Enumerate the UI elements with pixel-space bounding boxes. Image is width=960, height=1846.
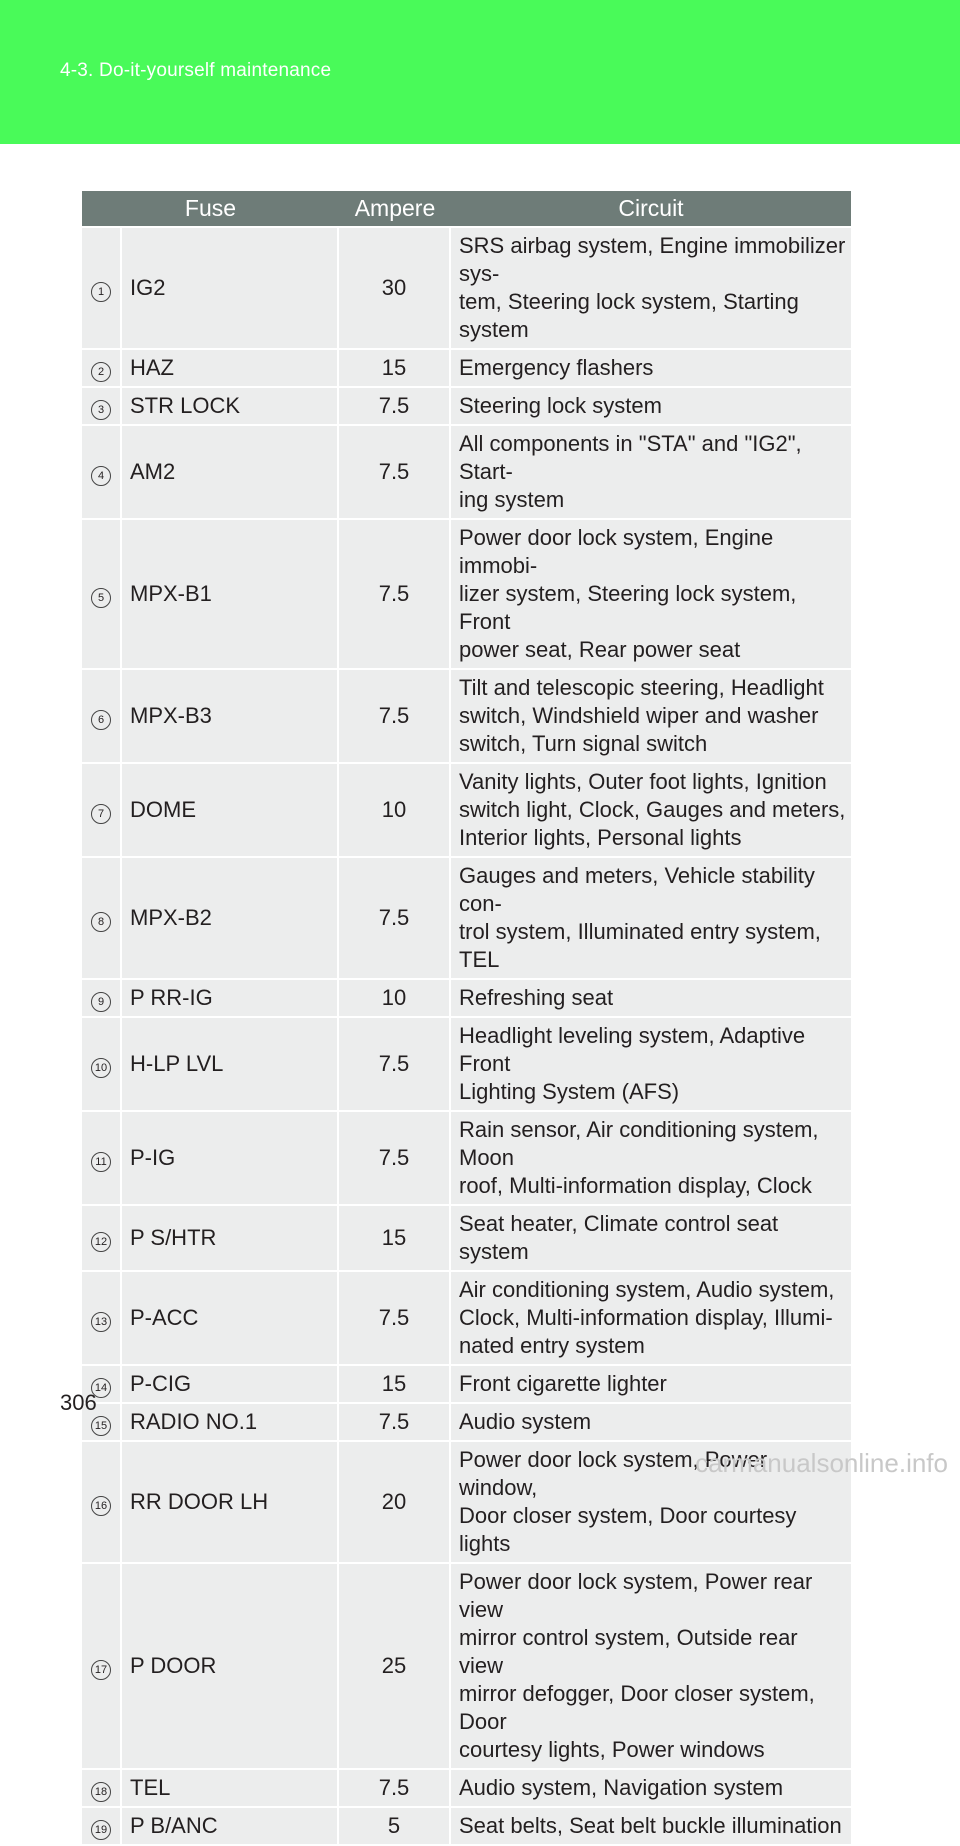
table-row — [82, 1018, 851, 1110]
ampere-cell: 5 — [339, 1808, 451, 1844]
column-header-fuse: Fuse — [82, 191, 339, 226]
section-title: 4-3. Do-it-yourself maintenance — [60, 60, 332, 81]
circled-number-icon: 3 — [91, 400, 111, 420]
circuit-cell: Seat belts, Seat belt buckle illumination — [451, 1808, 851, 1844]
row-number-cell — [82, 388, 122, 424]
circled-number-icon: 15 — [91, 1416, 111, 1436]
fuse-name-cell: MPX-B3 — [122, 670, 339, 762]
circuit-cell: Vanity lights, Outer foot lights, Ignition switch light, Clock, Gauges and meters, Interior lights, Personal lights — [451, 764, 851, 856]
row-number-cell — [82, 1206, 122, 1270]
row-number-cell — [82, 1808, 122, 1844]
table-row — [82, 1404, 851, 1440]
table-body — [82, 228, 851, 1844]
fuse-name-cell: TEL — [122, 1770, 339, 1806]
table-header-row — [82, 191, 851, 226]
table-row — [82, 1366, 851, 1402]
row-number-cell — [82, 858, 122, 978]
circuit-cell: Front cigarette lighter — [451, 1366, 851, 1402]
circled-number-icon: 18 — [91, 1782, 111, 1802]
fuse-name-cell: MPX-B2 — [122, 858, 339, 978]
fuse-name-cell: P B/ANC — [122, 1808, 339, 1844]
circuit-cell: Headlight leveling system, Adaptive Front Lighting System (AFS) — [451, 1018, 851, 1110]
watermark: carmanualsonline.info — [695, 1448, 948, 1478]
circled-number-icon: 1 — [91, 282, 111, 302]
circled-number-icon: 16 — [91, 1496, 111, 1516]
circuit-cell: Power door lock system, Power rear view mirror control system, Outside rear view mirror defogger, Door closer system, Door courtesy lights, Power windows — [451, 1564, 851, 1768]
row-number-cell — [82, 1112, 122, 1204]
fuse-name-cell: RR DOOR LH — [122, 1442, 339, 1562]
table-row — [82, 858, 851, 978]
ampere-cell: 7.5 — [339, 426, 451, 518]
table-row — [82, 520, 851, 668]
circled-number-icon: 2 — [91, 362, 111, 382]
row-number-cell — [82, 426, 122, 518]
circuit-cell: All components in "STA" and "IG2", Start- ing system — [451, 426, 851, 518]
table-row — [82, 1206, 851, 1270]
fuse-name-cell: IG2 — [122, 228, 339, 348]
circuit-cell: Audio system, Navigation system — [451, 1770, 851, 1806]
column-header-ampere: Ampere — [339, 191, 451, 226]
table-row — [82, 388, 851, 424]
row-number-cell — [82, 980, 122, 1016]
circuit-cell: Air conditioning system, Audio system, Clock, Multi-information display, Illumi- nated entry system — [451, 1272, 851, 1364]
circuit-cell: Seat heater, Climate control seat system — [451, 1206, 851, 1270]
row-number-cell — [82, 1272, 122, 1364]
ampere-cell: 30 — [339, 228, 451, 348]
fuse-name-cell: AM2 — [122, 426, 339, 518]
table-row — [82, 228, 851, 348]
row-number-cell — [82, 670, 122, 762]
row-number-cell — [82, 1018, 122, 1110]
circled-number-icon: 10 — [91, 1058, 111, 1078]
table-row — [82, 350, 851, 386]
row-number-cell — [82, 1564, 122, 1768]
ampere-cell: 7.5 — [339, 1018, 451, 1110]
ampere-cell: 10 — [339, 980, 451, 1016]
fuse-name-cell: P-IG — [122, 1112, 339, 1204]
row-number-cell — [82, 764, 122, 856]
circled-number-icon: 13 — [91, 1312, 111, 1332]
ampere-cell: 10 — [339, 764, 451, 856]
fuse-name-cell: DOME — [122, 764, 339, 856]
fuse-table — [82, 189, 851, 1846]
circled-number-icon: 14 — [91, 1378, 111, 1398]
circuit-cell: Emergency flashers — [451, 350, 851, 386]
row-number-cell — [82, 350, 122, 386]
fuse-name-cell: P-ACC — [122, 1272, 339, 1364]
ampere-cell: 20 — [339, 1442, 451, 1562]
table-row — [82, 1564, 851, 1768]
table-row — [82, 426, 851, 518]
circled-number-icon: 7 — [91, 804, 111, 824]
circuit-cell: Audio system — [451, 1404, 851, 1440]
ampere-cell: 15 — [339, 1206, 451, 1270]
circled-number-icon: 8 — [91, 912, 111, 932]
row-number-cell — [82, 520, 122, 668]
circled-number-icon: 9 — [91, 992, 111, 1012]
circled-number-icon: 4 — [91, 466, 111, 486]
circled-number-icon: 6 — [91, 710, 111, 730]
table-row — [82, 1272, 851, 1364]
fuse-name-cell: H-LP LVL — [122, 1018, 339, 1110]
circuit-cell: Power door lock system, Power window, Door closer system, Door courtesy lights — [451, 1442, 851, 1562]
ampere-cell: 7.5 — [339, 388, 451, 424]
row-number-cell — [82, 228, 122, 348]
circuit-cell: SRS airbag system, Engine immobilizer sys- tem, Steering lock system, Starting system — [451, 228, 851, 348]
circuit-cell: Steering lock system — [451, 388, 851, 424]
table-row — [82, 1808, 851, 1844]
ampere-cell: 7.5 — [339, 1272, 451, 1364]
ampere-cell: 15 — [339, 350, 451, 386]
ampere-cell: 7.5 — [339, 858, 451, 978]
ampere-cell: 7.5 — [339, 1770, 451, 1806]
circuit-cell: Refreshing seat — [451, 980, 851, 1016]
circled-number-icon: 11 — [91, 1152, 111, 1172]
table-row — [82, 1112, 851, 1204]
table-row — [82, 764, 851, 856]
fuse-name-cell: STR LOCK — [122, 388, 339, 424]
fuse-name-cell: MPX-B1 — [122, 520, 339, 668]
table-row — [82, 670, 851, 762]
ampere-cell: 7.5 — [339, 670, 451, 762]
circled-number-icon: 17 — [91, 1660, 111, 1680]
table-row — [82, 980, 851, 1016]
circuit-cell: Gauges and meters, Vehicle stability con- trol system, Illuminated entry system, TEL — [451, 858, 851, 978]
page-number: 306 — [60, 1390, 97, 1415]
fuse-name-cell: HAZ — [122, 350, 339, 386]
ampere-cell: 15 — [339, 1366, 451, 1402]
column-header-circuit: Circuit — [451, 191, 851, 226]
circled-number-icon: 19 — [91, 1820, 111, 1840]
table-row — [82, 1770, 851, 1806]
row-number-cell — [82, 1442, 122, 1562]
fuse-name-cell: P RR-IG — [122, 980, 339, 1016]
ampere-cell: 7.5 — [339, 1404, 451, 1440]
fuse-name-cell: P DOOR — [122, 1564, 339, 1768]
circuit-cell: Rain sensor, Air conditioning system, Moon roof, Multi-information display, Clock — [451, 1112, 851, 1204]
circled-number-icon: 5 — [91, 588, 111, 608]
fuse-name-cell: RADIO NO.1 — [122, 1404, 339, 1440]
fuse-name-cell: P S/HTR — [122, 1206, 339, 1270]
ampere-cell: 7.5 — [339, 520, 451, 668]
circuit-cell: Tilt and telescopic steering, Headlight switch, Windshield wiper and washer switch, Turn signal switch — [451, 670, 851, 762]
ampere-cell: 7.5 — [339, 1112, 451, 1204]
circled-number-icon: 12 — [91, 1232, 111, 1252]
ampere-cell: 25 — [339, 1564, 451, 1768]
circuit-cell: Power door lock system, Engine immobi- lizer system, Steering lock system, Front power seat, Rear power seat — [451, 520, 851, 668]
row-number-cell — [82, 1770, 122, 1806]
fuse-name-cell: P-CIG — [122, 1366, 339, 1402]
